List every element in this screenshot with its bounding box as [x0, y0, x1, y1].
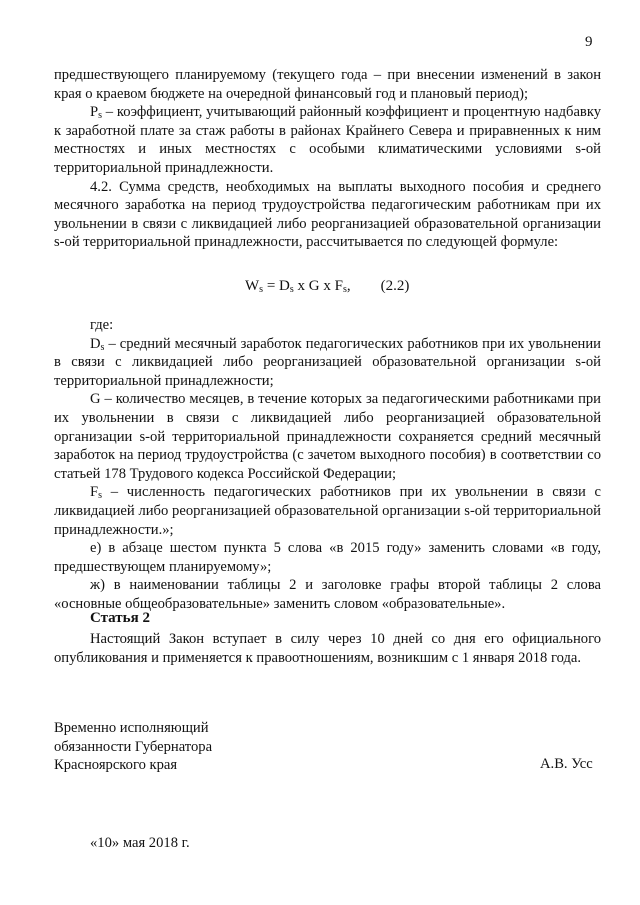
formula-w-sub: s [259, 284, 264, 295]
paragraph-4-2: 4.2. Сумма средств, необходимых на выплаты выходного пособия и среднего месячного заработка на период трудоустройства педагогическим работникам при их увольнении в связи с ликвидацией либо реорганизацией образовательной организации s-ой территориальной принадлежности, рассчитывается по следующей формуле: [54, 178, 601, 251]
fs-symbol: F [90, 484, 99, 501]
ps-symbol: P [90, 104, 99, 121]
definitions-block-2 [54, 316, 601, 614]
paragraph-g-definition: G – количество месяцев, в течение которых за педагогическими работниками при их увольнении в связи с ликвидацией либо реорганизацией образовательной организации s-ой территориальной принадлежности сохраняется средний месячный заработок на период трудоустройства (с зачетом выходного пособия) в соответствии со статьей 178 Трудового кодекса Российской Федерации; [54, 391, 601, 482]
definitions-block-1 [54, 66, 601, 252]
formula-eq-d: = D [263, 278, 290, 294]
fs-text: – численность педагогических работников при их увольнении в связи с ликвидацией либо реорганизацией образовательной организации s-ой территориальной принадлежности.»; [54, 484, 601, 538]
formula-w: W [245, 278, 260, 294]
ds-text: – средний месячный заработок педагогических работников при их увольнении в связи с ликвидацией либо реорганизацией образовательной организации s-ой территориальной принадлежности; [54, 335, 601, 389]
signature-line-1: Временно исполняющий [54, 720, 209, 736]
ps-text: – коэффициент, учитывающий районный коэффициент и процентную надбавку к заработной плате за стаж работы в районах Крайнего Севера и приравненных к ним местностях и иных местностях с особыми климатическими условиями s-ой территориальной принадлежности. [54, 104, 601, 176]
article-2-heading: Статья 2 [90, 610, 150, 626]
formula-2-2 [245, 278, 409, 295]
formula-d-sub: s [289, 284, 294, 295]
paragraph-item-e: е) в абзаце шестом пункта 5 слова «в 2015 году» заменить словами «в году, предшествующем планируемому»; [54, 540, 601, 575]
formula-f-sub: s [342, 284, 347, 295]
formula-comma: , [346, 278, 351, 294]
article-2-text: Настоящий Закон вступает в силу через 10 дней со дня его официального опубликования и применяется к правоотношениям, возникшим с 1 января 2018 года. [54, 631, 601, 666]
article-2-body [54, 630, 601, 667]
paragraph-item-zh: ж) в наименовании таблицы 2 и заголовке графы второй таблицы 2 слова «основные общеобразовательные» заменить словом «образовательные». [54, 577, 601, 612]
formula-number: (2.2) [380, 278, 410, 294]
signatory-name: А.В. Усс [540, 756, 593, 772]
document-date: «10» мая 2018 г. [90, 835, 190, 851]
signature-title [54, 719, 212, 775]
page-number: 9 [585, 34, 593, 50]
signature-line-3: Красноярского края [54, 757, 178, 774]
fs-subscript: s [98, 490, 103, 502]
paragraph-where: где: [90, 317, 114, 333]
ps-subscript: s [98, 110, 103, 122]
paragraph-continuation: предшествующего планируемому (текущего года – при внесении изменений в закон края о краевом бюджете на очередной финансовый год и плановый период); [54, 67, 601, 102]
paragraph-fs-definition [54, 483, 601, 539]
paragraph-ds-definition [54, 335, 601, 391]
formula-mid: x G x F [293, 278, 343, 294]
ds-symbol: D [90, 335, 101, 352]
signature-line-2: обязанности Губернатора [54, 738, 213, 755]
ds-subscript: s [100, 341, 105, 353]
paragraph-ps-definition [54, 103, 601, 177]
